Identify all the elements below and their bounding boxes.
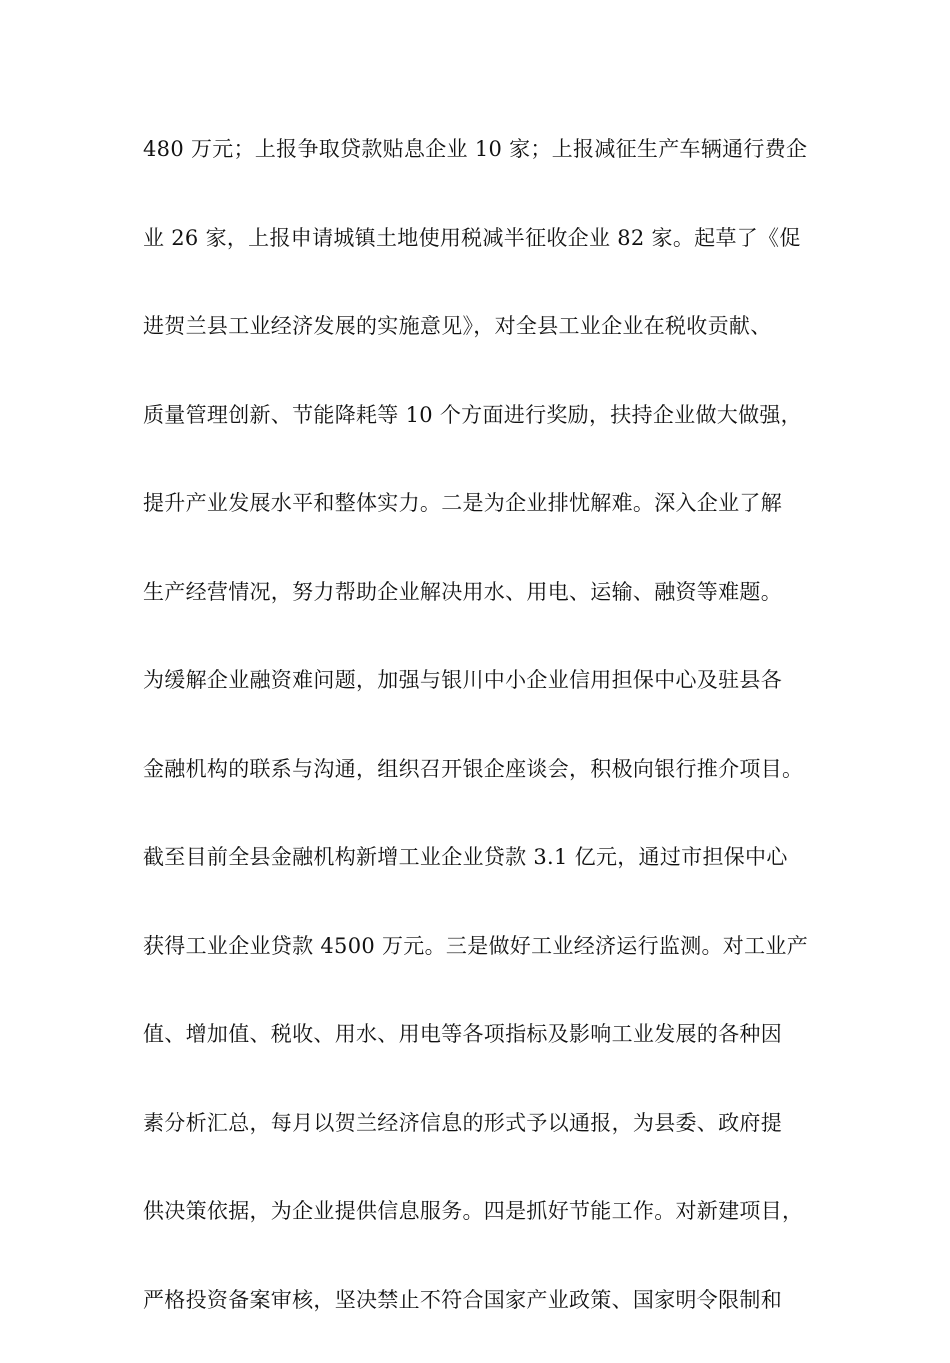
body-text [143,124,808,1363]
text-line: 生产经营情况，努力帮助企业解决用水、用电、运输、融资等难题。 [143,579,782,604]
text-line: 截至目前全县金融机构新增工业企业贷款 3.1 亿元，通过市担保中心 [143,845,788,869]
text-line: 480 万元；上报争取贷款贴息企业 10 家；上报减征生产车辆通行费企 [143,137,808,161]
text-line: 素分析汇总，每月以贺兰经济信息的形式予以通报，为县委、政府提 [143,1110,782,1135]
text-line: 业 26 家，上报申请城镇土地使用税减半征收企业 82 家。起草了《促 [143,225,801,250]
text-line: 获得工业企业贷款 4500 万元。三是做好工业经济运行监测。对工业产 [143,933,808,958]
text-line: 值、增加值、税收、用水、用电等各项指标及影响工业发展的各种因 [143,1022,782,1046]
text-line: 质量管理创新、节能降耗等 10 个方面进行奖励，扶持企业做大做强， [143,402,802,427]
text-line: 进贺兰县工业经济发展的实施意见》，对全县工业企业在税收贡献、 [143,314,772,338]
text-line: 严格投资备案审核，坚决禁止不符合国家产业政策、国家明令限制和 [143,1287,782,1312]
text-line: 为缓解企业融资难问题，加强与银川中小企业信用担保中心及驻县各 [143,668,782,692]
text-line: 提升产业发展水平和整体实力。二是为企业排忧解难。深入企业了解 [143,491,782,515]
text-line: 供决策依据，为企业提供信息服务。四是抓好节能工作。对新建项目， [143,1199,804,1223]
text-line: 金融机构的联系与沟通，组织召开银企座谈会，积极向银行推介项目。 [143,756,804,781]
